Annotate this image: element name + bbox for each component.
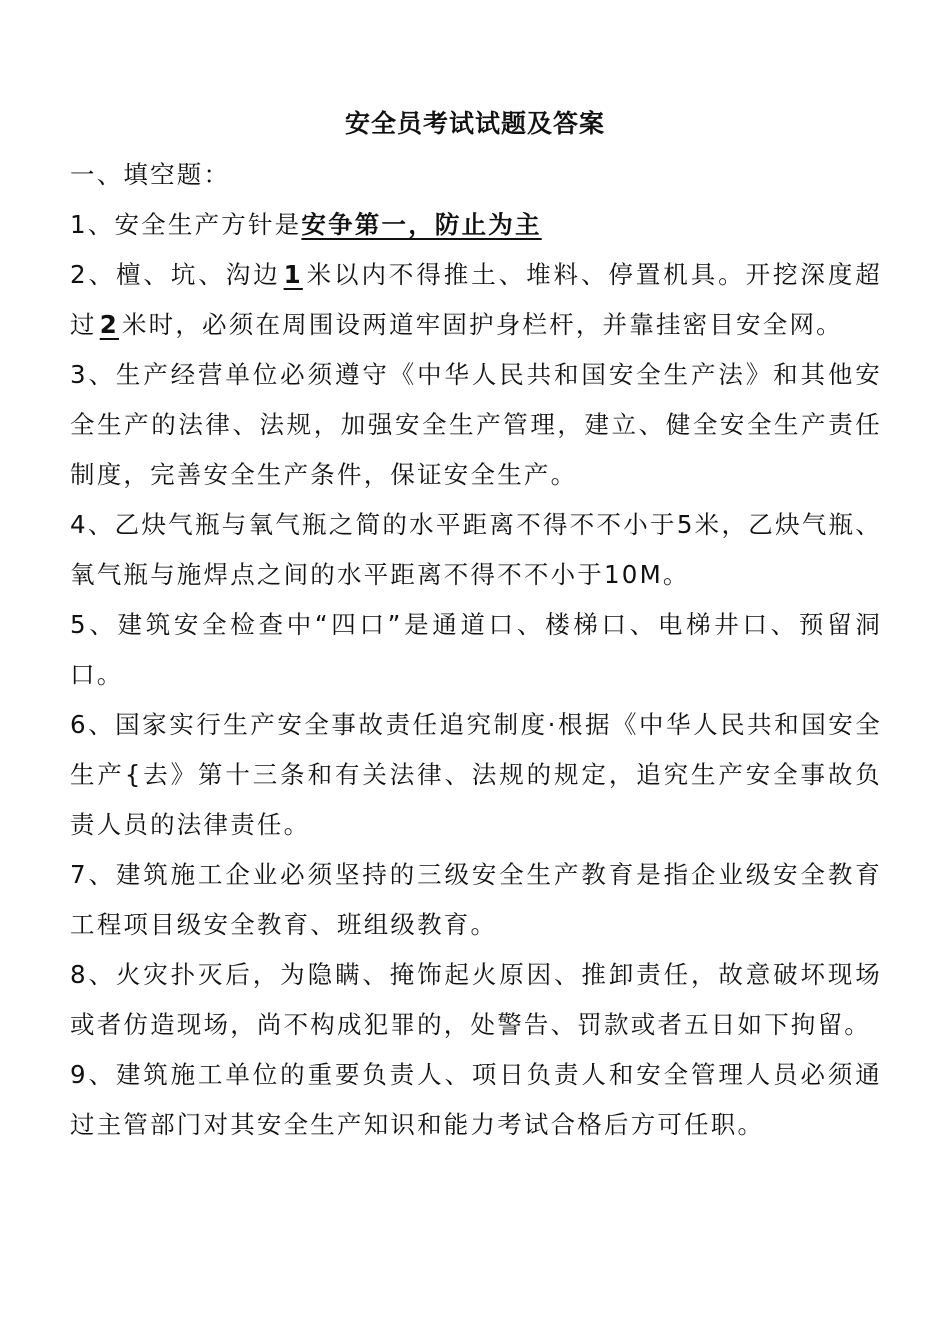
question-1-text: 1、安全生产方针是 bbox=[70, 210, 302, 239]
question-2 bbox=[70, 250, 882, 350]
question-6: 6、国家实行生产安全事故责任追究制度·根据《中华人民共和国安全生产{去》第十三条和有关法律、法规的规定，追究生产安全事故负责人员的法律责任。 bbox=[70, 710, 882, 839]
question-4: 4、乙炔气瓶与氧气瓶之简的水平距离不得不不小于5米，乙炔气瓶、氧气瓶与施焊点之间的水平距离不得不不小于10M。 bbox=[70, 510, 882, 589]
question-9: 9、建筑施工单位的重要负责人、项日负责人和安全管理人员必须通过主管部门对其安全生产知识和能力考试合格后方可任职。 bbox=[70, 1060, 882, 1139]
question-1-answer: 安争第一，防止为主 bbox=[301, 210, 542, 239]
question-2-text-part3: 米时，必须在周围设两道牢固护身栏杆，并靠挂密目安全网。 bbox=[121, 310, 843, 339]
question-7: 7、建筑施工企业必须坚持的三级安全生产教育是指企业级安全教育工程项目级安全教育、班组级教育。 bbox=[70, 860, 882, 939]
question-5: 5、建筑安全检查中“四口”是通道口、楼梯口、电梯井口、预留洞口。 bbox=[70, 610, 882, 689]
question-8: 8、火灾扑灭后，为隐瞒、掩饰起火原因、推卸责任，故意破坏现场或者仿造现场，尚不构成犯罪的，处警告、罚款或者五日如下拘留。 bbox=[70, 960, 882, 1039]
question-2-text-part1: 2、檀、坑、沟边 bbox=[70, 260, 281, 289]
document-title: 安全员考试试题及答案 bbox=[344, 109, 605, 138]
question-2-text-part2: 米以内不得推土、堆料、停置机具。开挖深度超过 bbox=[70, 260, 883, 339]
document-body bbox=[70, 150, 882, 1150]
question-1 bbox=[70, 200, 882, 250]
section-heading: 一、填空题： bbox=[70, 160, 231, 189]
question-3: 3、生产经营单位必须遵守《中华人民共和国安全生产法》和其他安全生产的法律、法规，加强安全生产管理，建立、健全安全生产责任制度，完善安全生产条件，保证安全生产。 bbox=[70, 360, 882, 489]
question-2-answer-1: 1 bbox=[283, 260, 303, 289]
question-2-answer-2: 2 bbox=[99, 310, 119, 339]
